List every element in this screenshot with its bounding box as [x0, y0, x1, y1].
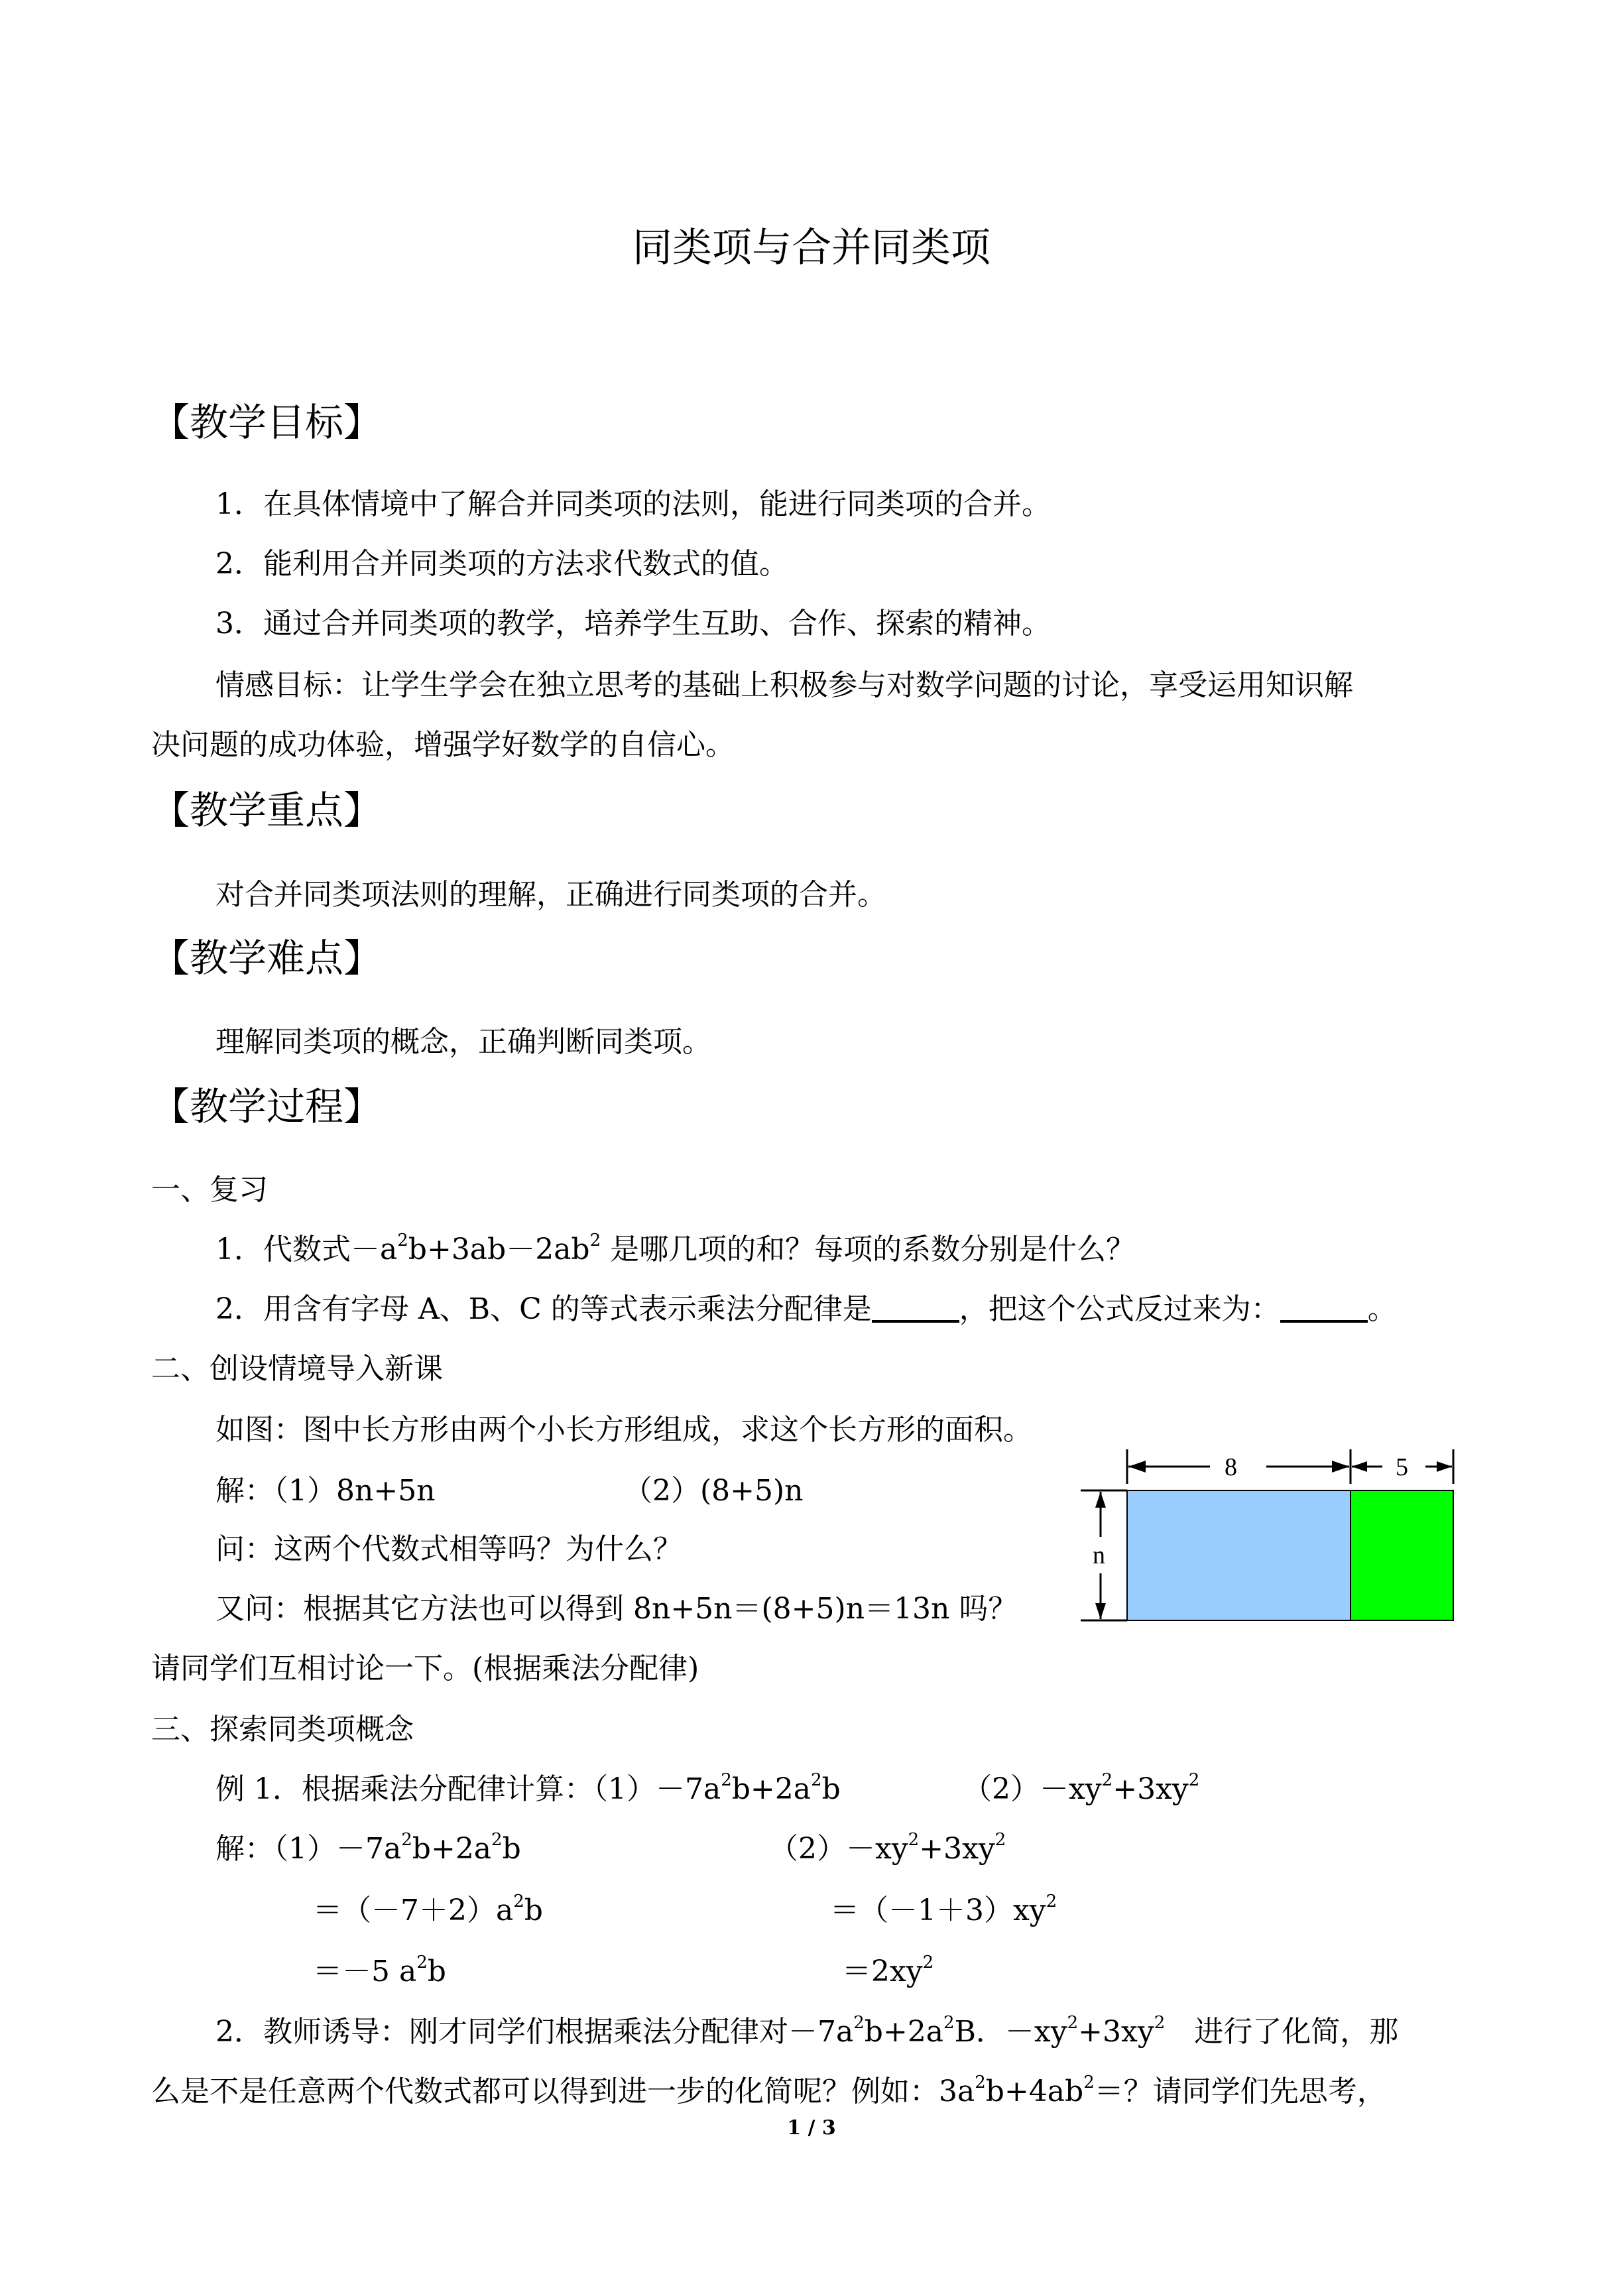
review-question-1: 1．代数式$-a^2b+3ab-2ab^2$ 是哪几项的和？每项的系数分别是什么？	[215, 1231, 1136, 1266]
solution-2: （2）(8+5)n	[623, 1474, 804, 1508]
explore-heading: 三、探索同类项概念	[151, 1713, 414, 1746]
emotion-goal-line2: 决问题的成功体验，增强学好数学的自信心。	[151, 728, 735, 762]
intro-followup: 又问：根据其它方法也可以得到 8n+5n＝(8+5)n＝13n 吗？	[215, 1592, 1018, 1626]
heading-difficulties: 【教学难点】	[151, 936, 383, 981]
objective-item-1: 1．在具体情境中了解合并同类项的法则，能进行同类项的合并。	[215, 487, 1051, 521]
key-points-text: 对合并同类项法则的理解，正确进行同类项的合并。	[215, 878, 886, 912]
review-question-2: 2．用含有字母 A、B、C 的等式表示乘法分配律是 ，把这个公式反过来为： 。	[215, 1292, 1397, 1326]
answer-blank-1	[872, 1294, 959, 1323]
difficulties-text: 理解同类项的概念，正确判断同类项。	[215, 1025, 711, 1059]
solution-1-line2: $=(-7+2)a^2b$	[313, 1892, 543, 1927]
intro-discussion: 请同学们互相讨论一下。(根据乘法分配律)	[151, 1652, 699, 1685]
page-number: 1 / 3	[787, 2116, 836, 2140]
solution-1-line3: ＝－5 $a^2b$	[313, 1953, 446, 1988]
teacher-guidance-line1: 2．教师诱导：刚才同学们根据乘法分配律对$-7a^2b+2a^2B$．$-xy^2+3xy^2$ 进行了化简，那	[215, 2013, 1399, 2049]
teacher-guidance-line2: 么是不是任意两个代数式都可以得到进一步的化简呢？例如：$3a^2b+4ab^2=$？请同学们先思考，	[151, 2073, 1386, 2108]
answer-blank-2	[1280, 1294, 1368, 1323]
left-rectangle	[1127, 1490, 1351, 1620]
rectangle-diagram	[1074, 1444, 1459, 1630]
review-heading: 一、复习	[151, 1173, 268, 1207]
example-1-part-2: $(2)-xy^2+3xy^2$	[963, 1770, 1200, 1806]
document-title: 同类项与合并同类项	[632, 225, 991, 271]
solution-2-line2: $=(-1+3)xy^2$	[830, 1892, 1057, 1927]
heading-key-points: 【教学重点】	[151, 788, 383, 833]
solution-1-line1: 解：$(1)-7a^2b+2a^2b$	[215, 1830, 521, 1866]
solution-1: 解：（1）8n+5n	[215, 1474, 436, 1508]
objective-item-3: 3．通过合并同类项的教学，培养学生互助、合作、探索的精神。	[215, 607, 1051, 640]
intro-heading: 二、创设情境导入新课	[151, 1352, 443, 1386]
heading-objectives: 【教学目标】	[151, 400, 383, 445]
height-label-n: n	[1093, 1541, 1105, 1569]
objective-item-2: 2．能利用合并同类项的方法求代数式的值。	[215, 547, 788, 581]
figure-description: 如图：图中长方形由两个小长方形组成，求这个长方形的面积。	[215, 1413, 1032, 1447]
intro-question: 问：这两个代数式相等吗？为什么？	[215, 1532, 682, 1566]
example-1: 例 1．根据乘法分配律计算：$(1)-7a^2b+2a^2b$	[215, 1770, 841, 1806]
heading-process: 【教学过程】	[151, 1084, 383, 1129]
solution-2-line3: $=2xy^2$	[842, 1953, 934, 1988]
width-label-5: 5	[1396, 1453, 1408, 1481]
emotion-goal-line1: 情感目标：让学生学会在独立思考的基础上积极参与对数学问题的讨论，享受运用知识解	[215, 668, 1353, 702]
width-label-8: 8	[1225, 1453, 1237, 1481]
solution-2-line1: $(2)-xy^2+3xy^2$	[769, 1830, 1006, 1866]
right-rectangle	[1351, 1490, 1453, 1620]
